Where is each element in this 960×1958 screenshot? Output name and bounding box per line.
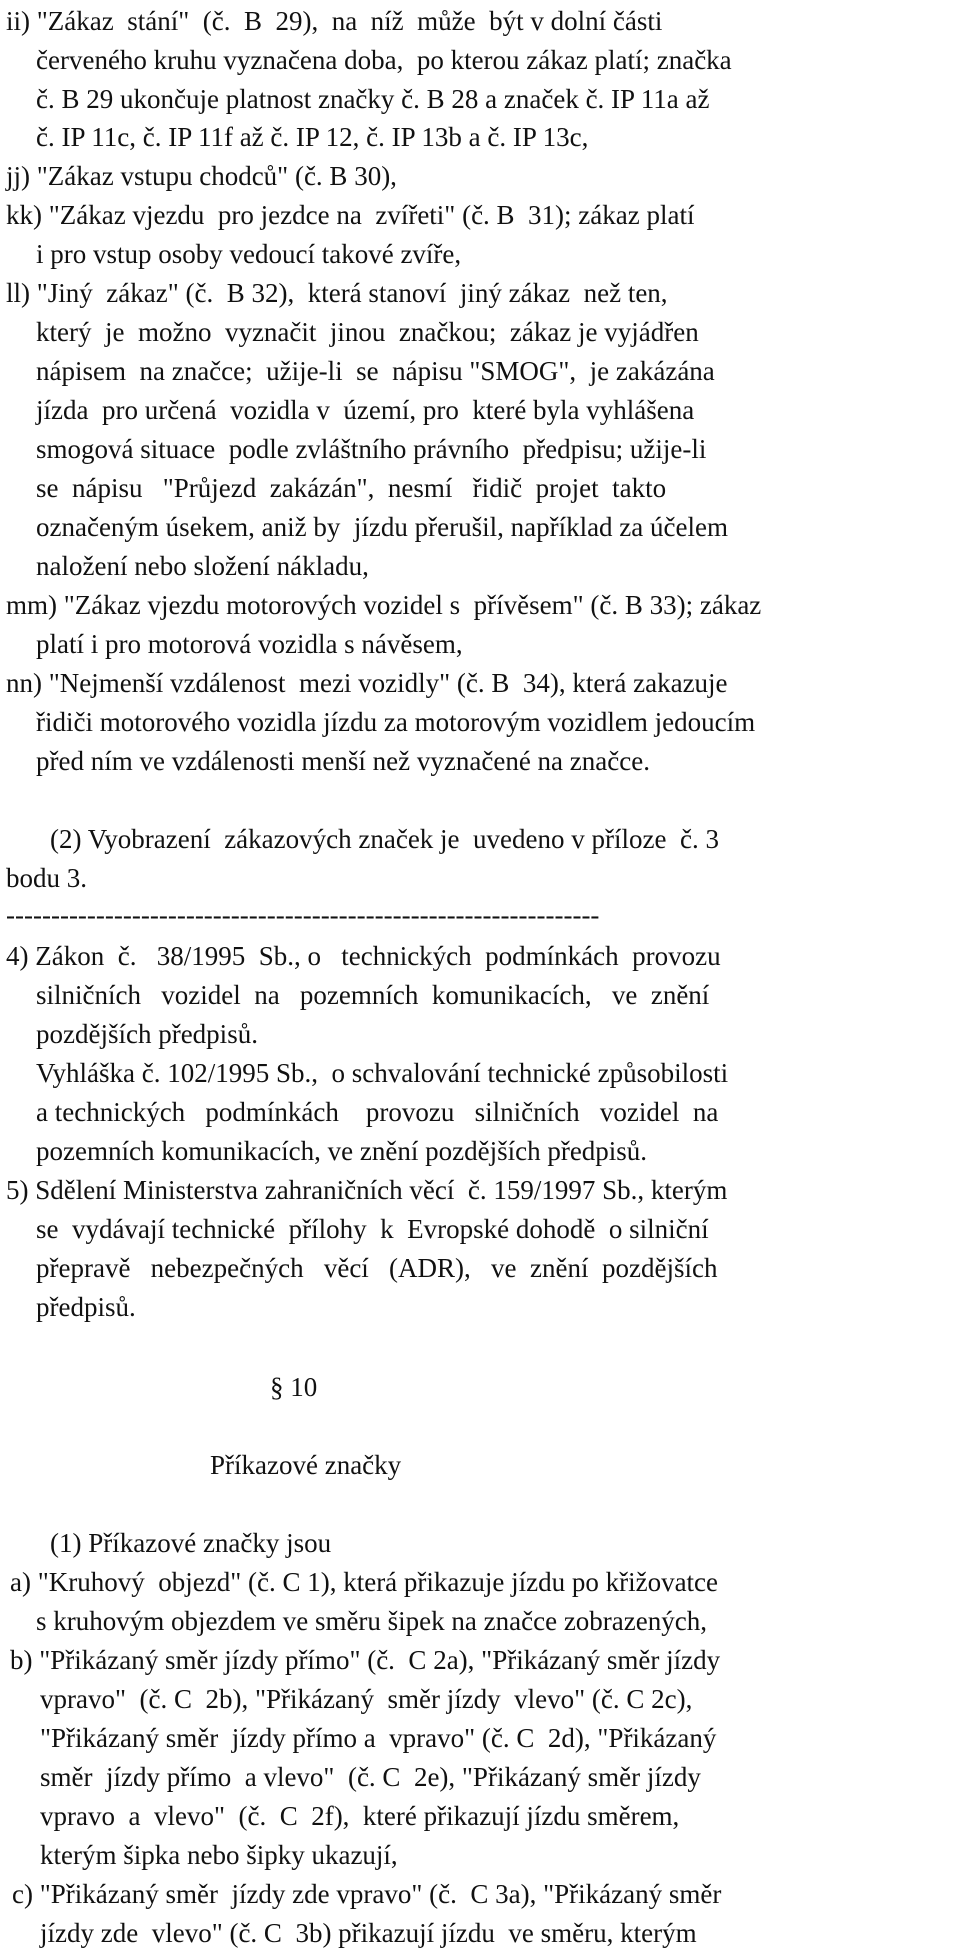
footnote-line: se vydávají technické přílohy k Evropské dohodě o silniční (36, 1214, 709, 1244)
text-line: nápisem na značce; užije-li se nápisu "SMOG", je zakázána (36, 356, 715, 386)
text-line: kterým šipka nebo šipky ukazují, (40, 1840, 398, 1870)
footnote-line: předpisů. (36, 1292, 136, 1322)
text-line: s kruhovým objezdem ve směru šipek na značce zobrazených, (36, 1606, 707, 1636)
section-title: Příkazové značky (210, 1450, 402, 1480)
footnote-line: přepravě nebezpečných věcí (ADR), ve znění pozdějších (36, 1253, 718, 1283)
text-line: vpravo" (č. C 2b), "Přikázaný směr jízdy vlevo" (č. C 2c), (40, 1684, 693, 1714)
text-line: i pro vstup osoby vedoucí takové zvíře, (36, 239, 462, 269)
paragraph-line: bodu 3. (6, 863, 87, 893)
text-line: b) "Přikázaný směr jízdy přímo" (č. C 2a), "Přikázaný směr jízdy (10, 1645, 721, 1675)
text-line: ii) "Zákaz stání" (č. B 29), na níž může být v dolní části (6, 6, 663, 36)
text-line: "Přikázaný směr jízdy přímo a vpravo" (č. C 2d), "Přikázaný (40, 1723, 717, 1753)
text-line: jízda pro určená vozidla v území, pro které byla vyhlášena (36, 395, 695, 425)
text-line: c) "Přikázaný směr jízdy zde vpravo" (č. C 3a), "Přikázaný směr (12, 1879, 722, 1909)
text-line: směr jízdy přímo a vlevo" (č. C 2e), "Přikázaný směr jízdy (40, 1762, 701, 1792)
text-line: se nápisu "Průjezd zakázán", nesmí řidič projet takto (36, 473, 667, 503)
paragraph-line: (1) Příkazové značky jsou (50, 1528, 332, 1558)
text-line: naložení nebo složení nákladu, (36, 551, 369, 581)
footnote-line: silničních vozidel na pozemních komunikacích, ve znění (36, 980, 710, 1010)
text-line: a) "Kruhový objezd" (č. C 1), která přikazuje jízdu po křižovatce (10, 1567, 719, 1597)
footnote-line: pozdějších předpisů. (36, 1019, 258, 1049)
text-line: smogová situace podle zvláštního právního předpisu; užije-li (36, 434, 707, 464)
text-line: kk) "Zákaz vjezdu pro jezdce na zvířeti" (č. B 31); zákaz platí (6, 200, 695, 230)
text-line: řidiči motorového vozidla jízdu za motorovým vozidlem jedoucím (36, 707, 756, 737)
text-line: který je možno vyznačit jinou značkou; zákaz je vyjádřen (36, 317, 699, 347)
paragraph-line: (2) Vyobrazení zákazových značek je uvedeno v příloze č. 3 (50, 824, 719, 854)
text-line: nn) "Nejmenší vzdálenost mezi vozidly" (č. B 34), která zakazuje (6, 668, 728, 698)
text-line: mm) "Zákaz vjezdu motorových vozidel s přívěsem" (č. B 33); zákaz (6, 590, 762, 620)
text-line: jj) "Zákaz vstupu chodců" (č. B 30), (6, 161, 397, 191)
text-line: vpravo a vlevo" (č. C 2f), které přikazují jízdu směrem, (40, 1801, 680, 1831)
text-line: č. IP 11c, č. IP 11f až č. IP 12, č. IP 13b a č. IP 13c, (36, 122, 589, 152)
footnote-line: 4) Zákon č. 38/1995 Sb., o technických podmínkách provozu (6, 941, 721, 971)
footnote-line: 5) Sdělení Ministerstva zahraničních věcí č. 159/1997 Sb., kterým (6, 1175, 728, 1205)
text-line: označeným úsekem, aniž by jízdu přerušil, například za účelem (36, 512, 728, 542)
text-line: červeného kruhu vyznačena doba, po kterou zákaz platí; značka (36, 45, 732, 75)
separator-line: ------------------------------------------------------------------ (6, 900, 600, 930)
section-number: § 10 (270, 1372, 318, 1402)
text-line: č. B 29 ukončuje platnost značky č. B 28 a značek č. IP 11a až (36, 84, 710, 114)
footnote-line: Vyhláška č. 102/1995 Sb., o schvalování technické způsobilosti (36, 1058, 729, 1088)
text-line: ll) "Jiný zákaz" (č. B 32), která stanoví jiný zákaz než ten, (6, 278, 668, 308)
text-line: platí i pro motorová vozidla s návěsem, (36, 629, 463, 659)
footnote-line: pozemních komunikacích, ve znění pozdějších předpisů. (36, 1136, 648, 1166)
text-line: jízdy zde vlevo" (č. C 3b) přikazují jízdu ve směru, kterým (40, 1918, 697, 1948)
text-line: před ním ve vzdálenosti menší než vyznačené na značce. (36, 746, 650, 776)
footnote-line: a technických podmínkách provozu silničních vozidel na (36, 1097, 719, 1127)
